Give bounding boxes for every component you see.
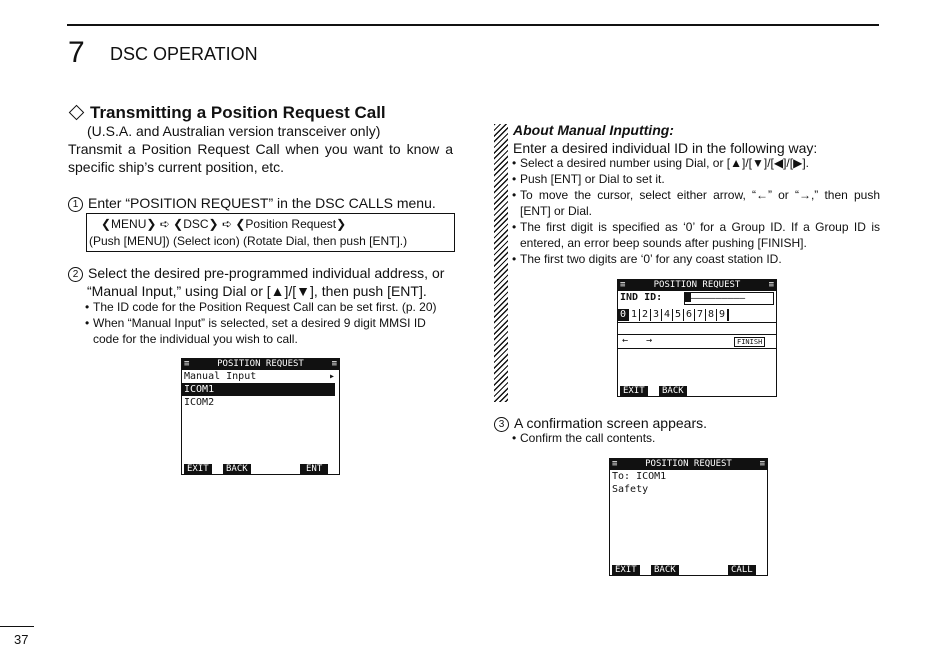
menu-path: ❮MENU❯ ➪ ❮DSC❯ ➪ ❮Position Request❯ [101,217,347,231]
lcd-item-manual-input[interactable]: Manual Input ▸ [184,371,335,382]
lcd-item-icom2[interactable]: ICOM2 [184,397,215,408]
digit-row [618,309,776,322]
top-rule [67,24,879,26]
page-number: 37 [14,632,29,647]
digit-key[interactable]: 3 [651,309,662,321]
diamond-icon [69,105,85,121]
manual-bullet-1: • Select a desired number using Dial, or [▲]/[▼]/[◀]/[▶]. [520,155,809,171]
ind-id-label: IND ID: [620,292,663,303]
step-2-bullet-2-cont: code for the individual you wish to call. [93,332,298,346]
hatched-sidebar [494,124,508,402]
digit-key[interactable]: 7 [695,309,706,321]
lcd-header: ≡ POSITION REQUEST ≡ [620,280,774,290]
manual-intro: Enter a desired individual ID in the following way: [513,140,818,156]
triangle-right-icon: ▸ [328,371,335,382]
manual-bullet-5: • The first two digits are ‘0’ for any coast station ID. [520,251,782,267]
chapter-title: DSC OPERATION [110,44,258,64]
step-2-bullet-2: • When “Manual Input” is selected, set a desired 9 digit MMSI ID [93,315,426,331]
exit-key[interactable]: EXIT [612,565,640,575]
ent-key[interactable]: ENT [300,464,328,474]
arrow-right-key[interactable]: → [646,335,653,346]
step-1: 1 Enter “POSITION REQUEST” in the DSC CALLS menu. [68,194,436,212]
back-key[interactable]: BACK [651,565,679,575]
step-2-line-2: “Manual Input,” using Dial or [▲]/[▼], then push [ENT]. [87,283,427,299]
step-3: 3 A confirmation screen appears. [494,414,707,432]
digit-key[interactable]: 4 [662,309,673,321]
digit-key[interactable]: 0 [618,309,629,321]
lcd-item-icom1[interactable]: ICOM1 [182,383,335,396]
section-title: Transmitting a Position Request Call [68,103,386,123]
lcd-header: ≡ POSITION REQUEST ≡ [184,359,337,369]
exit-key[interactable]: EXIT [620,386,648,396]
lcd-screen-position-request [181,358,340,475]
intro-line-2: specific ship’s current position, etc. [68,159,285,175]
manual-bullet-4: • The first digit is specified as ‘0’ for a Group ID. If a Group ID is [520,219,880,235]
lcd-screen-manual-input [617,279,777,397]
blank-keys [728,309,776,321]
lcd-to-line: To: ICOM1 [612,471,667,482]
manual-bullet-3: • To move the cursor, select either arrow, “←” or “→,” then push [520,187,880,203]
step-3-bullet-1: • Confirm the call contents. [520,430,655,446]
exit-key[interactable]: EXIT [184,464,212,474]
lcd-screen-confirmation [609,458,768,576]
arrow-left-key[interactable]: ← [622,335,629,346]
step-2-bullet-1: • The ID code for the Position Request Call can be set first. (p. 20) [93,299,437,315]
ind-id-field[interactable]: ––––––––– [684,292,774,305]
digit-key[interactable]: 6 [684,309,695,321]
manual-bullet-3-cont: [ENT] or Dial. [520,204,593,218]
step-number: 1 [68,197,83,212]
digit-key[interactable]: 1 [629,309,640,321]
menu-path-box [86,213,455,252]
step-number: 3 [494,417,509,432]
page-number-rule [0,626,34,627]
step-number: 2 [68,267,83,282]
call-key[interactable]: CALL [728,565,756,575]
digit-key[interactable]: 8 [706,309,717,321]
menu-path-actions: (Push [MENU]) (Select icon) (Rotate Dial, then push [ENT].) [89,234,408,248]
digit-key[interactable]: 2 [640,309,651,321]
section-note: (U.S.A. and Australian version transceiver only) [87,123,381,139]
intro-line-1: Transmit a Position Request Call when you want to know a [68,141,453,157]
back-key[interactable]: BACK [659,386,687,396]
lcd-category-line: Safety [612,484,649,495]
chapter-number: 7 [68,36,85,69]
step-2: 2 Select the desired pre-programmed individual address, or [68,264,444,282]
back-key[interactable]: BACK [223,464,251,474]
manual-bullet-2: • Push [ENT] or Dial to set it. [520,171,665,187]
lcd-header: ≡ POSITION REQUEST ≡ [612,459,765,469]
ind-id-row [618,291,776,304]
digit-key[interactable]: 5 [673,309,684,321]
manual-heading: About Manual Inputting: [513,122,674,138]
digit-key[interactable]: 9 [717,309,728,321]
manual-bullet-4-cont: entered, an error beep sounds after pushing [FINISH]. [520,236,807,250]
finish-key[interactable]: FINISH [734,337,765,347]
